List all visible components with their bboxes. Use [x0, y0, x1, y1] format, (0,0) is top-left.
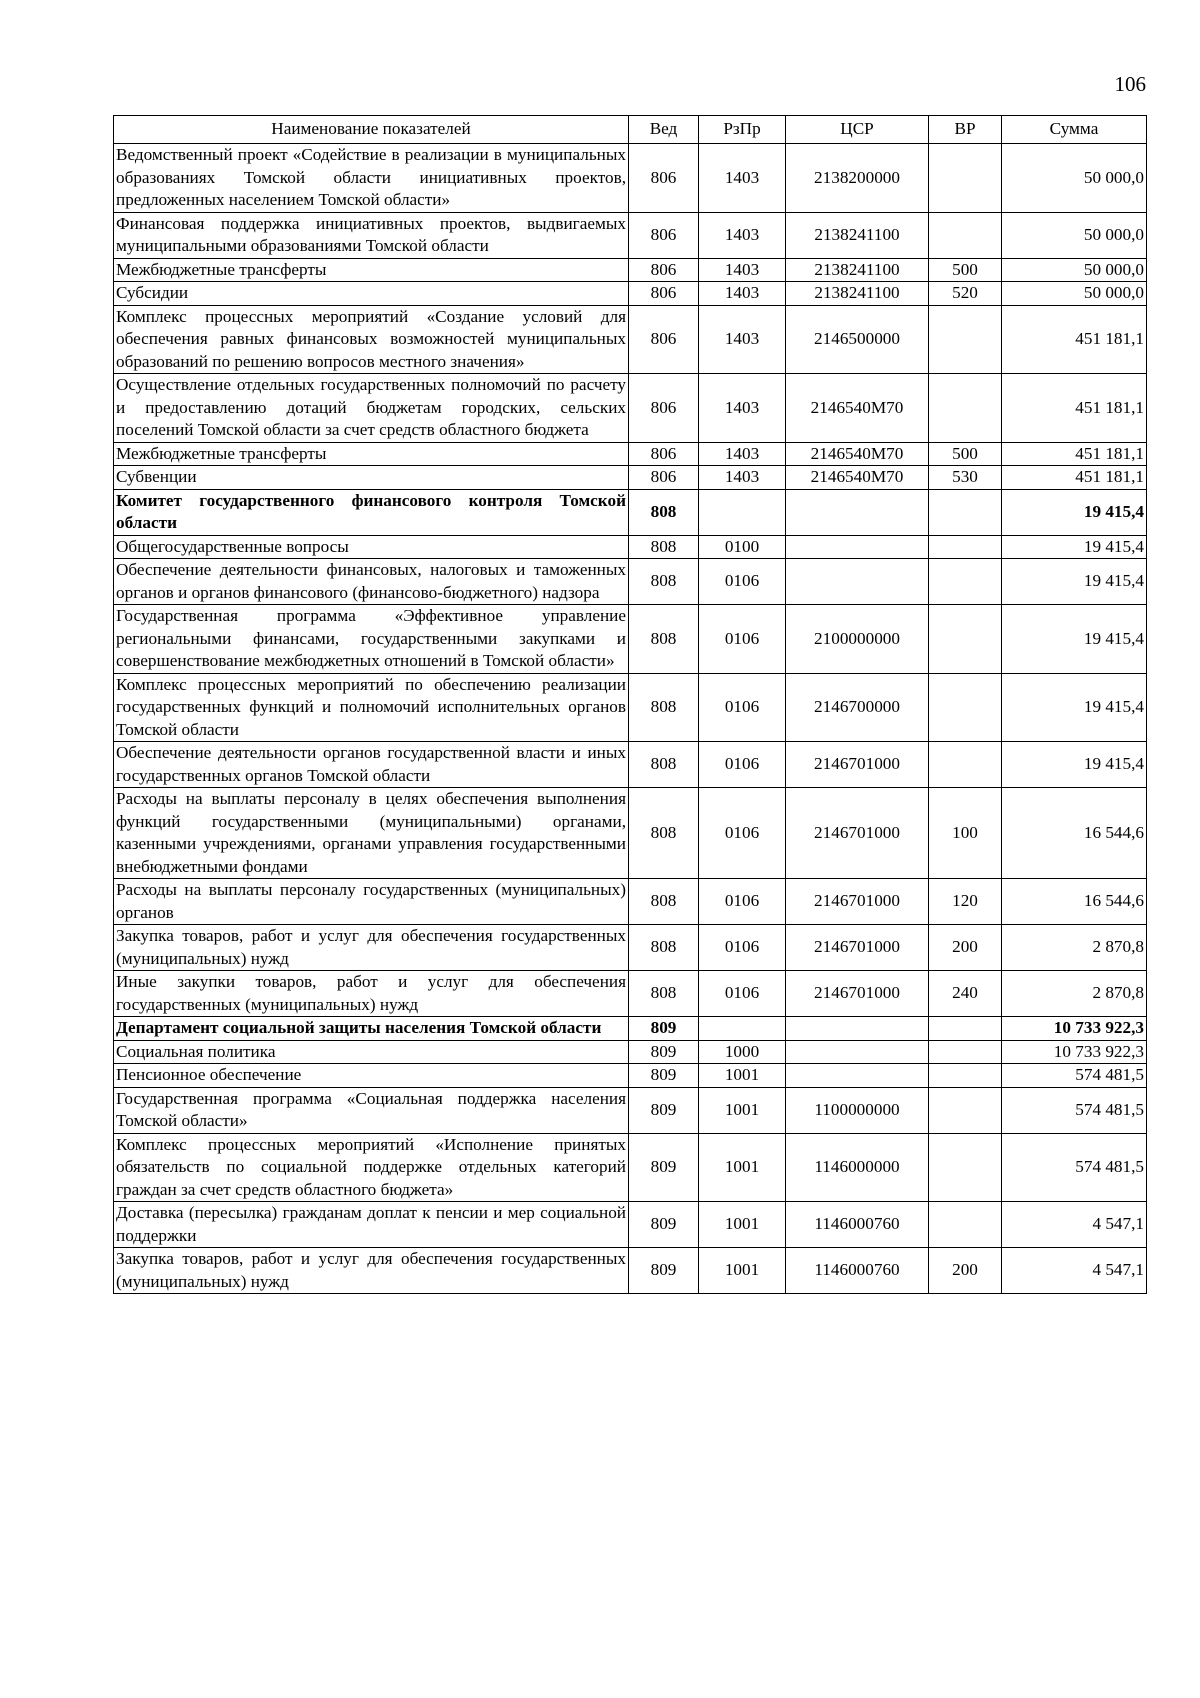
table-header-row [114, 116, 1147, 144]
cell-vr [929, 673, 1002, 742]
cell-csr: 2146701000 [786, 879, 929, 925]
table-row [114, 258, 1147, 282]
cell-csr: 1146000760 [786, 1202, 929, 1248]
cell-csr: 2138241100 [786, 212, 929, 258]
cell-ved: 806 [629, 212, 699, 258]
cell-name: Осуществление отдельных государственных полномочий по расчету и предоставлению дотаций бюджетам городских, сельских поселений Томской области за счет средств областного бюджета [114, 374, 629, 443]
header-csr: ЦСР [786, 116, 929, 144]
cell-vr: 500 [929, 442, 1002, 466]
header-sum: Сумма [1002, 116, 1147, 144]
cell-rzpr: 1001 [699, 1202, 786, 1248]
cell-ved: 808 [629, 971, 699, 1017]
cell-vr: 100 [929, 788, 1002, 879]
cell-sum: 16 544,6 [1002, 879, 1147, 925]
cell-ved: 809 [629, 1133, 699, 1202]
cell-vr [929, 212, 1002, 258]
table-row [114, 1040, 1147, 1064]
header-vr: ВР [929, 116, 1002, 144]
cell-rzpr: 1000 [699, 1040, 786, 1064]
table-row [114, 535, 1147, 559]
cell-rzpr: 1403 [699, 442, 786, 466]
table-body [114, 144, 1147, 1294]
cell-vr [929, 489, 1002, 535]
cell-ved: 806 [629, 374, 699, 443]
cell-ved: 806 [629, 144, 699, 213]
table-row [114, 971, 1147, 1017]
cell-ved: 806 [629, 442, 699, 466]
cell-name: Субсидии [114, 282, 629, 306]
cell-name: Межбюджетные трансферты [114, 258, 629, 282]
cell-rzpr: 1403 [699, 212, 786, 258]
table-row [114, 925, 1147, 971]
cell-csr: 2100000000 [786, 605, 929, 674]
cell-vr [929, 1017, 1002, 1041]
cell-ved: 808 [629, 605, 699, 674]
table-row [114, 742, 1147, 788]
cell-name: Иные закупки товаров, работ и услуг для обеспечения государственных (муниципальных) нужд [114, 971, 629, 1017]
cell-rzpr: 1001 [699, 1064, 786, 1088]
cell-rzpr: 0100 [699, 535, 786, 559]
table-row [114, 305, 1147, 374]
cell-vr [929, 559, 1002, 605]
cell-rzpr: 1403 [699, 282, 786, 306]
cell-sum: 50 000,0 [1002, 144, 1147, 213]
cell-rzpr: 0106 [699, 925, 786, 971]
cell-name: Государственная программа «Эффективное управление региональными финансами, государственными закупками и совершенствование межбюджетных отношений в Томской области» [114, 605, 629, 674]
cell-rzpr: 1403 [699, 144, 786, 213]
cell-csr: 2138241100 [786, 282, 929, 306]
cell-vr: 500 [929, 258, 1002, 282]
cell-rzpr: 1403 [699, 374, 786, 443]
cell-vr [929, 535, 1002, 559]
cell-name: Социальная политика [114, 1040, 629, 1064]
cell-sum: 10 733 922,3 [1002, 1040, 1147, 1064]
table-row [114, 605, 1147, 674]
cell-name: Департамент социальной защиты населения Томской области [114, 1017, 629, 1041]
cell-vr: 200 [929, 925, 1002, 971]
cell-sum: 50 000,0 [1002, 258, 1147, 282]
cell-vr [929, 1202, 1002, 1248]
table-row [114, 879, 1147, 925]
cell-vr [929, 742, 1002, 788]
cell-name: Доставка (пересылка) гражданам доплат к пенсии и мер социальной поддержки [114, 1202, 629, 1248]
cell-csr: 2146701000 [786, 742, 929, 788]
cell-csr: 2146700000 [786, 673, 929, 742]
cell-ved: 808 [629, 879, 699, 925]
cell-name: Закупка товаров, работ и услуг для обеспечения государственных (муниципальных) нужд [114, 1248, 629, 1294]
table-row [114, 442, 1147, 466]
cell-sum: 4 547,1 [1002, 1202, 1147, 1248]
cell-csr: 2138200000 [786, 144, 929, 213]
cell-csr: 2146540M70 [786, 442, 929, 466]
cell-ved: 806 [629, 466, 699, 490]
cell-csr [786, 1017, 929, 1041]
cell-rzpr: 1001 [699, 1133, 786, 1202]
table-row [114, 1133, 1147, 1202]
cell-rzpr: 0106 [699, 673, 786, 742]
cell-sum: 50 000,0 [1002, 282, 1147, 306]
page-number: 106 [1114, 72, 1146, 96]
cell-name: Закупка товаров, работ и услуг для обеспечения государственных (муниципальных) нужд [114, 925, 629, 971]
cell-rzpr: 1001 [699, 1248, 786, 1294]
cell-name: Общегосударственные вопросы [114, 535, 629, 559]
cell-rzpr: 1403 [699, 466, 786, 490]
cell-csr: 2146540M70 [786, 374, 929, 443]
cell-ved: 808 [629, 925, 699, 971]
cell-rzpr: 0106 [699, 559, 786, 605]
cell-ved: 808 [629, 673, 699, 742]
cell-sum: 19 415,4 [1002, 742, 1147, 788]
header-rzpr: РзПр [699, 116, 786, 144]
cell-rzpr: 0106 [699, 879, 786, 925]
table-row [114, 1202, 1147, 1248]
cell-ved: 809 [629, 1064, 699, 1088]
cell-ved: 809 [629, 1202, 699, 1248]
cell-ved: 809 [629, 1248, 699, 1294]
table-row [114, 466, 1147, 490]
cell-rzpr: 1403 [699, 258, 786, 282]
cell-ved: 809 [629, 1040, 699, 1064]
cell-sum: 451 181,1 [1002, 305, 1147, 374]
cell-csr: 1146000760 [786, 1248, 929, 1294]
cell-vr: 240 [929, 971, 1002, 1017]
cell-rzpr [699, 489, 786, 535]
cell-ved: 806 [629, 258, 699, 282]
cell-name: Межбюджетные трансферты [114, 442, 629, 466]
cell-sum: 10 733 922,3 [1002, 1017, 1147, 1041]
cell-sum: 451 181,1 [1002, 374, 1147, 443]
cell-sum: 19 415,4 [1002, 605, 1147, 674]
cell-rzpr: 1001 [699, 1087, 786, 1133]
cell-ved: 808 [629, 742, 699, 788]
cell-name: Субвенции [114, 466, 629, 490]
cell-name: Комитет государственного финансового контроля Томской области [114, 489, 629, 535]
cell-rzpr: 1403 [699, 305, 786, 374]
cell-csr [786, 559, 929, 605]
table-row [114, 489, 1147, 535]
cell-name: Комплекс процессных мероприятий по обеспечению реализации государственных функций и полномочий исполнительных органов Томской области [114, 673, 629, 742]
cell-ved: 809 [629, 1087, 699, 1133]
cell-name: Расходы на выплаты персоналу государственных (муниципальных) органов [114, 879, 629, 925]
cell-csr: 1146000000 [786, 1133, 929, 1202]
cell-rzpr [699, 1017, 786, 1041]
cell-sum: 451 181,1 [1002, 442, 1147, 466]
cell-rzpr: 0106 [699, 971, 786, 1017]
cell-sum: 19 415,4 [1002, 489, 1147, 535]
cell-vr: 520 [929, 282, 1002, 306]
table-row [114, 1087, 1147, 1133]
cell-csr: 2146500000 [786, 305, 929, 374]
cell-vr: 200 [929, 1248, 1002, 1294]
cell-csr: 2138241100 [786, 258, 929, 282]
cell-sum: 50 000,0 [1002, 212, 1147, 258]
cell-vr [929, 374, 1002, 443]
cell-rzpr: 0106 [699, 788, 786, 879]
cell-vr [929, 1087, 1002, 1133]
cell-name: Финансовая поддержка инициативных проектов, выдвигаемых муниципальными образованиями Томской области [114, 212, 629, 258]
cell-vr [929, 1133, 1002, 1202]
table-row [114, 1017, 1147, 1041]
table-row [114, 559, 1147, 605]
cell-sum: 16 544,6 [1002, 788, 1147, 879]
header-name: Наименование показателей [114, 116, 629, 144]
cell-vr [929, 1064, 1002, 1088]
cell-name: Комплекс процессных мероприятий «Создание условий для обеспечения равных финансовых возможностей муниципальных образований по решению вопросов местного значения» [114, 305, 629, 374]
cell-sum: 574 481,5 [1002, 1087, 1147, 1133]
cell-sum: 574 481,5 [1002, 1133, 1147, 1202]
cell-vr: 530 [929, 466, 1002, 490]
table-row [114, 673, 1147, 742]
cell-csr [786, 1040, 929, 1064]
cell-vr [929, 605, 1002, 674]
cell-sum: 574 481,5 [1002, 1064, 1147, 1088]
cell-csr: 2146701000 [786, 925, 929, 971]
table-row [114, 374, 1147, 443]
cell-name: Расходы на выплаты персоналу в целях обеспечения выполнения функций государственными (муниципальными) органами, казенными учреждениями, органами управления государственными внебюджетными фондами [114, 788, 629, 879]
cell-csr [786, 489, 929, 535]
table-row [114, 788, 1147, 879]
cell-name: Комплекс процессных мероприятий «Исполнение принятых обязательств по социальной поддержке отдельных категорий граждан за счет средств областного бюджета» [114, 1133, 629, 1202]
header-ved: Вед [629, 116, 699, 144]
cell-csr [786, 535, 929, 559]
cell-vr: 120 [929, 879, 1002, 925]
cell-rzpr: 0106 [699, 742, 786, 788]
cell-ved: 806 [629, 282, 699, 306]
cell-csr: 2146701000 [786, 788, 929, 879]
cell-csr: 1100000000 [786, 1087, 929, 1133]
cell-sum: 2 870,8 [1002, 971, 1147, 1017]
cell-name: Обеспечение деятельности органов государственной власти и иных государственных органов Томской области [114, 742, 629, 788]
cell-name: Пенсионное обеспечение [114, 1064, 629, 1088]
table-row [114, 212, 1147, 258]
cell-ved: 806 [629, 305, 699, 374]
table-row [114, 1248, 1147, 1294]
cell-sum: 451 181,1 [1002, 466, 1147, 490]
cell-sum: 19 415,4 [1002, 673, 1147, 742]
cell-name: Ведомственный проект «Содействие в реализации в муниципальных образованиях Томской области инициативных проектов, предложенных населением Томской области» [114, 144, 629, 213]
cell-ved: 808 [629, 788, 699, 879]
table-row [114, 282, 1147, 306]
table-row [114, 1064, 1147, 1088]
cell-sum: 4 547,1 [1002, 1248, 1147, 1294]
cell-ved: 809 [629, 1017, 699, 1041]
cell-ved: 808 [629, 489, 699, 535]
cell-vr [929, 305, 1002, 374]
cell-csr: 2146701000 [786, 971, 929, 1017]
cell-sum: 19 415,4 [1002, 535, 1147, 559]
cell-csr: 2146540M70 [786, 466, 929, 490]
cell-csr [786, 1064, 929, 1088]
budget-table [113, 115, 1147, 1294]
table-row [114, 144, 1147, 213]
cell-rzpr: 0106 [699, 605, 786, 674]
cell-ved: 808 [629, 559, 699, 605]
cell-sum: 19 415,4 [1002, 559, 1147, 605]
cell-vr [929, 144, 1002, 213]
cell-name: Обеспечение деятельности финансовых, налоговых и таможенных органов и органов финансового (финансово-бюджетного) надзора [114, 559, 629, 605]
cell-ved: 808 [629, 535, 699, 559]
cell-sum: 2 870,8 [1002, 925, 1147, 971]
cell-name: Государственная программа «Социальная поддержка населения Томской области» [114, 1087, 629, 1133]
cell-vr [929, 1040, 1002, 1064]
